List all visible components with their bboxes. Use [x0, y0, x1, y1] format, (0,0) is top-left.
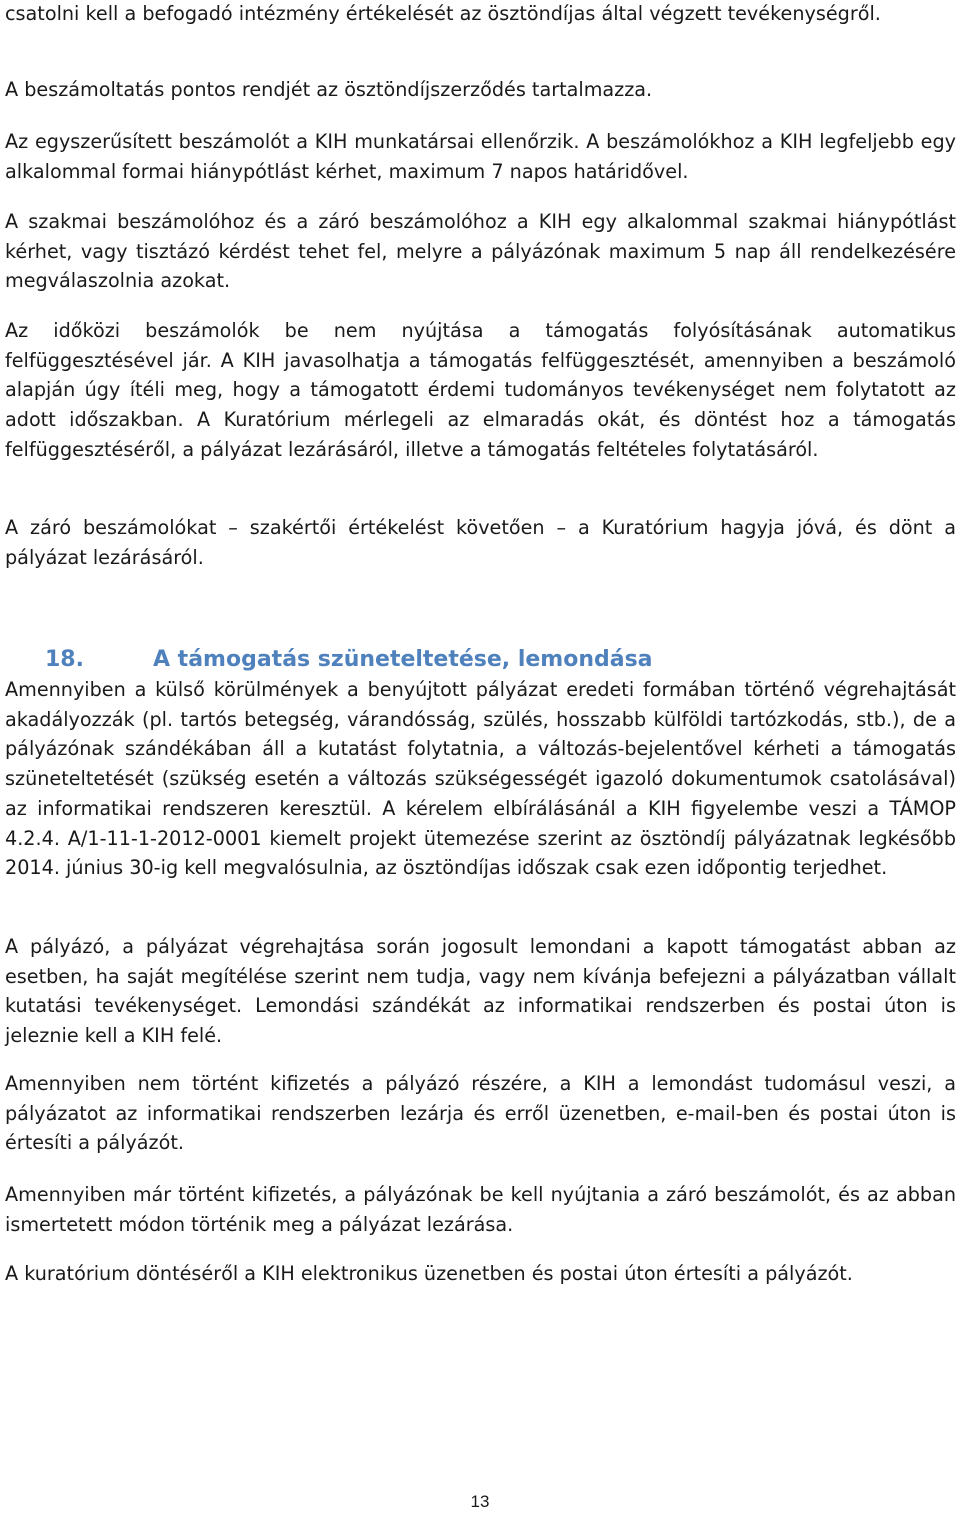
paragraph-withdrawal: A pályázó, a pályázat végrehajtása során jogosult lemondani a kapott támogatást abban az esetben, ha saját megítélése szerint nem tudja, vagy nem kívánja befejezni a pályázatban vállalt kutatási tevékenységet. Lemondási szándékát az informatikai rendszerben és postai úton is jeleznie kell a KIH felé.: [5, 935, 956, 1048]
paragraph-curatorium-decision: A kuratórium döntéséről a KIH elektronikus üzenetben és postai úton értesíti a pályázót.: [5, 1262, 853, 1285]
paragraph-report-order: A beszámoltatás pontos rendjét az ösztöndíjszerződés tartalmazza.: [5, 78, 653, 101]
paragraph-suspension: Amennyiben a külső körülmények a benyújtott pályázat eredeti formában történő végrehajtását akadályozzák (pl. tartós betegség, várandósság, szülés, hosszabb külföldi tartózkodás, stb.), de a pályázónak szándékában áll a kutatást folytatnia, a változás-bejelentővel kérheti a támogatás szüneteltetését (szükség esetén a változás szükségességét igazoló dokumentumok csatolásával) az informatikai rendszeren keresztül. A kérelem elbírálásánál a KIH figyelembe veszi a TÁMOP 4.2.4. A/1-11-1-2012-0001 kiemelt projekt ütemezése szerint az ösztöndíj pályázatnak legkésőbb 2014. június 30-ig kell megvalósulnia, az ösztöndíjas időszak csak ezen időpontig terjedhet.: [5, 678, 956, 880]
paragraph-interim-reports: Az időközi beszámolók be nem nyújtása a támogatás folyósításának automatikus felfüggesztésével jár. A KIH javasolhatja a támogatás felfüggesztését, amennyiben a beszámoló alapján úgy ítéli meg, hogy a támogatott érdemi tudományos tevékenységet nem folytatott az adott időszakban. A Kuratórium mérlegeli az elmaradás okát, és döntést hoz a támogatás felfüggesztéséről, a pályázat lezárásáról, illetve a támogatás feltételes folytatásáról.: [5, 319, 956, 461]
section-number: 18.: [45, 647, 84, 672]
section-title: A támogatás szüneteltetése, lemondása: [153, 647, 653, 672]
paragraph-professional-deficiency: A szakmai beszámolóhoz és a záró beszámolóhoz a KIH egy alkalommal szakmai hiánypótlást kérhet, vagy tisztázó kérdést tehet fel, melyre a pályázónak maximum 5 nap áll rendelkezésére megválaszolnia azokat.: [5, 210, 956, 293]
page-number: 13: [470, 1492, 490, 1511]
paragraph-payment-made: Amennyiben már történt kifizetés, a pályázónak be kell nyújtania a záró beszámolót, és az abban ismertetett módon történik meg a pályázat lezárása.: [5, 1183, 956, 1236]
paragraph-intro-tail: csatolni kell a befogadó intézmény értékelését az ösztöndíjas által végzett tevékenységről.: [5, 2, 881, 25]
paragraph-simplified-report-check: Az egyszerűsített beszámolót a KIH munkatársai ellenőrzik. A beszámolókhoz a KIH legfeljebb egy alkalommal formai hiánypótlást kérhet, maximum 7 napos határidővel.: [5, 130, 956, 183]
paragraph-final-reports: A záró beszámolókat – szakértői értékelést követően – a Kuratórium hagyja jóvá, és dönt a pályázat lezárásáról.: [5, 516, 956, 569]
paragraph-no-payment: Amennyiben nem történt kifizetés a pályázó részére, a KIH a lemondást tudomásul veszi, a pályázatot az informatikai rendszerben lezárja és erről üzenetben, e-mail-ben és postai úton is értesíti a pályázót.: [5, 1072, 956, 1155]
